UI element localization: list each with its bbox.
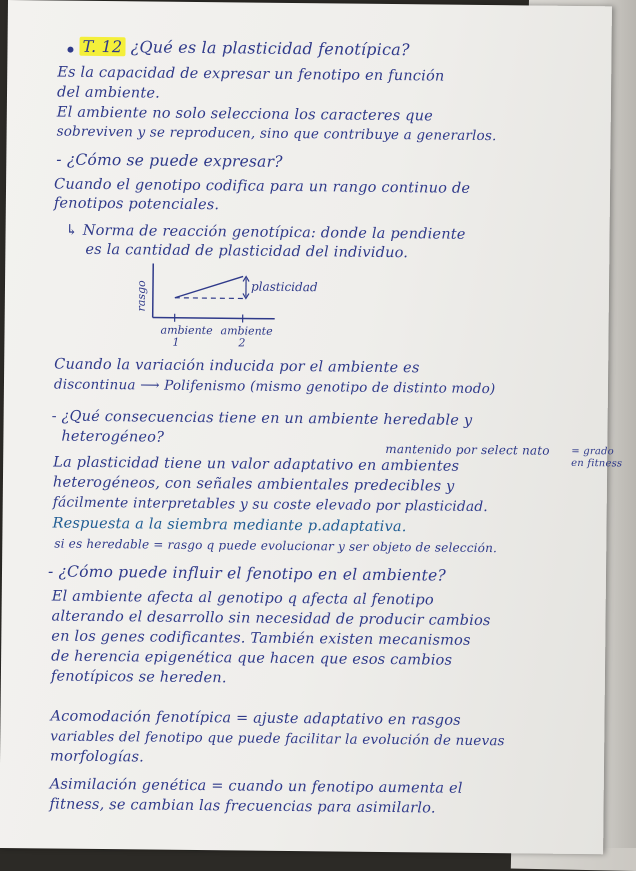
consequence-line: fácilmente interpretables y su coste elevado por plasticidad. — [53, 494, 488, 515]
baseline-dashed — [175, 298, 243, 299]
question-influence: - ¿Cómo puede influir el fenotipo en el ambiente? — [48, 562, 446, 584]
x-label-2-num: 2 — [237, 336, 245, 349]
influence-line: fenotípicos se hereden. — [51, 668, 227, 686]
definition-line: del ambiente. — [57, 85, 160, 102]
question-consequences: - ¿Qué consecuencias tiene en un ambiente heredable y — [52, 408, 473, 428]
x-label-1: ambiente — [160, 324, 213, 338]
question-consequences: heterogéneo? — [61, 429, 164, 446]
reaction-line — [175, 276, 243, 299]
answer-line: fenotipos potenciales. — [54, 195, 220, 213]
discontinuous-line: Cuando la variación inducida por el ambiente es — [54, 357, 420, 377]
graph-ylabel: rasgo — [135, 280, 148, 312]
definition-line: El ambiente no solo selecciona los caracteres que — [57, 105, 433, 125]
fitness-note: = grado — [571, 446, 614, 457]
answer-line: Cuando el genotipo codifica para un rango continuo de — [54, 176, 470, 196]
accommodation-line: variables del fenotipo que puede facilitar la evolución de nuevas — [50, 728, 505, 749]
norm-line: es la cantidad de plasticidad del individuo. — [85, 242, 408, 261]
accommodation-line: morfologías. — [50, 748, 144, 765]
y-axis — [153, 264, 154, 318]
influence-line: El ambiente afecta al genotipo q afecta al fenotipo — [52, 588, 434, 608]
selection-note: mantenido por select nato — [385, 442, 550, 458]
response-line: Respuesta a la siembra mediante p.adaptativa. — [52, 515, 406, 535]
topic-tag: T. 12 — [79, 37, 125, 56]
assimilation-line: Asimilación genética = cuando un fenotipo aumenta el — [50, 776, 463, 796]
topic-question: ¿Qué es la plasticidad fenotípica? — [131, 37, 410, 59]
reaction-norm-graph — [124, 259, 345, 351]
definition-line: sobreviven y se reproducen, sino que contribuye a generarlos. — [57, 124, 497, 145]
influence-line: en los genes codificantes. También existen mecanismos — [51, 628, 470, 648]
consequence-line: heterogéneos, con señales ambientales predecibles y — [53, 474, 455, 494]
influence-line: de herencia epigenética que hacen que esos cambios — [51, 648, 452, 668]
x-label-2: ambiente — [220, 324, 273, 338]
plasticity-label: plasticidad — [251, 280, 318, 295]
response-note: si es heredable = rasgo q puede evolucionar y ser objeto de selección. — [54, 537, 497, 556]
influence-line: alterando el desarrollo sin necesidad de producir cambios — [51, 608, 490, 629]
accommodation-line: Acomodación fenotípica = ajuste adaptativo en rasgos — [50, 708, 461, 728]
fitness-note: en fitness — [571, 458, 622, 470]
topic-heading — [79, 37, 409, 59]
question-expression: - ¿Cómo se puede expresar? — [56, 151, 282, 171]
consequence-line: La plasticidad tiene un valor adaptativo en ambientes — [53, 454, 459, 474]
norm-line: ↳ Norma de reacción genotípica: donde la pendiente — [66, 223, 466, 243]
discontinuous-line: discontinua ⟶ Polifenismo (mismo genotipo de distinto modo) — [54, 377, 496, 398]
definition-line: Es la capacidad de expresar un fenotipo en función — [57, 65, 444, 85]
assimilation-line: fitness, se cambian las frecuencias para asimilarlo. — [49, 796, 435, 816]
x-label-1-num: 1 — [172, 336, 179, 349]
x-axis — [153, 318, 275, 319]
bullet-dot — [67, 47, 73, 53]
